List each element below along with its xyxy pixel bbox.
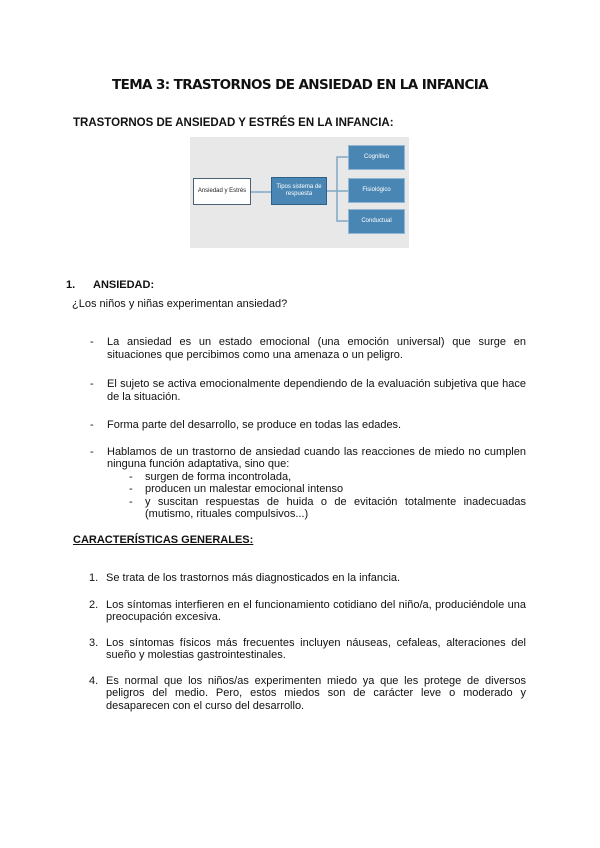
diagram-node-root: Ansiedad y Estrés: [193, 178, 251, 205]
item-text: Los síntomas físicos más frecuentes incluyen náuseas, cefaleas, alteraciones del sueño y molestias gastrointestinales.: [106, 636, 526, 661]
ordered-list-item: [89, 599, 526, 624]
diagram-node-fisiologico: Fisiológico: [348, 178, 405, 203]
ordered-list-item: [89, 637, 526, 662]
bullet-item: [90, 446, 526, 521]
diagram-node-middle: Tipos sistema de respuesta: [271, 177, 327, 205]
section-question: ¿Los niños y niñas experimentan ansiedad?: [72, 298, 288, 310]
item-text: Es normal que los niños/as experimenten miedo ya que les protege de diversos peligros del medio. Pero, estos miedos son de carácter leve o moderado y desaparecen con el curso del desarrollo.: [106, 674, 526, 712]
bullet-item: - Forma parte del desarrollo, se produce en todas las edades.: [90, 419, 526, 432]
section-subheading: TRASTORNOS DE ANSIEDAD Y ESTRÉS EN LA INFANCIA:: [73, 117, 394, 129]
sub-bullet-item: - surgen de forma incontrolada,: [129, 471, 526, 484]
item-number: 2.: [89, 598, 99, 611]
section-heading-ansiedad: [66, 279, 154, 291]
item-number: 1.: [89, 572, 99, 584]
page-title: TEMA 3: TRASTORNOS DE ANSIEDAD EN LA INFANCIA: [111, 77, 489, 93]
ordered-list-item: [89, 572, 526, 585]
section-heading-text: ANSIEDAD:: [93, 279, 155, 291]
connector-middle-conductual: [337, 191, 348, 221]
bullet-item: - El sujeto se activa emocionalmente dependiendo de la evaluación subjetiva que hace de la situación.: [90, 378, 526, 403]
caracteristicas-heading: CARACTERÍSTICAS GENERALES:: [73, 534, 254, 546]
ordered-list-item: [89, 675, 526, 713]
diagram-node-conductual: Conductual: [348, 209, 405, 234]
bullet-item-text: Hablamos de un trastorno de ansiedad cuando las reacciones de miedo no cumplen ninguna función adaptativa, sino que:: [107, 445, 526, 470]
section-number: 1.: [66, 279, 76, 291]
sub-bullet-item: - y suscitan respuestas de huida o de evitación totalmente inadecuadas (mutismo, rituales compulsivos...): [129, 496, 526, 521]
item-number: 3.: [89, 636, 99, 649]
item-text: Se trata de los trastornos más diagnosticados en la infancia.: [106, 572, 401, 584]
connector-middle-cognitivo: [327, 157, 348, 191]
ansiedad-bullet-list: [90, 336, 526, 521]
caracteristicas-ordered-list: [89, 572, 526, 712]
item-text: Los síntomas interfieren en el funcionamiento cotidiano del niño/a, produciéndole una preocupación excesiva.: [106, 598, 526, 623]
bullet-item: - La ansiedad es un estado emocional (una emoción universal) que surge en situaciones que percibimos como una amenaza o un peligro.: [90, 336, 526, 361]
sub-bullet-list: [107, 471, 526, 521]
response-system-diagram: [190, 137, 409, 248]
item-number: 4.: [89, 674, 99, 687]
sub-bullet-item: - producen un malestar emocional intenso: [129, 483, 526, 496]
diagram-node-cognitivo: Cognitivo: [348, 145, 405, 170]
